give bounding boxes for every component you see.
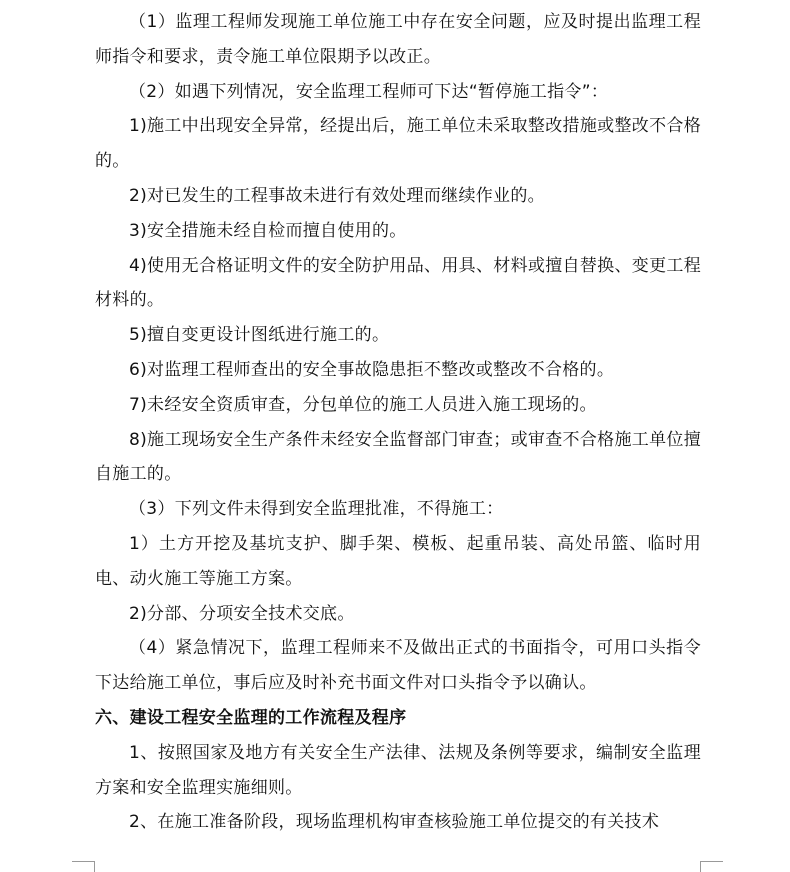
section-paragraph-2: 2、在施工准备阶段，现场监理机构审查核验施工单位提交的有关技术	[129, 812, 660, 833]
crop-mark-right	[700, 861, 723, 872]
paragraph-item-5: 3)安全措施未经自检而擅自使用的。	[129, 220, 407, 241]
paragraph-item-12: 1）土方开挖及基坑支护、脚手架、模板、起重吊装、高处吊篮、临时用电、动火施工等施工方案。	[95, 533, 701, 589]
paragraph-item-13: 2)分部、分项安全技术交底。	[129, 603, 355, 624]
section-paragraph-1: 1、按照国家及地方有关安全生产法律、法规及条例等要求，编制安全监理方案和安全监理实施细则。	[95, 742, 701, 798]
paragraph-item-7: 5)擅自变更设计图纸进行施工的。	[129, 325, 390, 346]
paragraph-item-4: 2)对已发生的工程事故未进行有效处理而继续作业的。	[129, 185, 545, 206]
paragraph-item-10: 8)施工现场安全生产条件未经安全监督部门审查；或审查不合格施工单位擅自施工的。	[95, 429, 701, 485]
paragraph-item-14: （4）紧急情况下，监理工程师来不及做出正式的书面指令，可用口头指令下达给施工单位，事后应及时补充书面文件对口头指令予以确认。	[95, 638, 701, 694]
document-body	[95, 5, 701, 840]
paragraph-item-9: 7)未经安全资质审查，分包单位的施工人员进入施工现场的。	[129, 394, 597, 415]
paragraph-item-3: 1)施工中出现安全异常，经提出后，施工单位未采取整改措施或整改不合格的。	[95, 116, 701, 172]
paragraph-item-2: （2）如遇下列情况，安全监理工程师可下达“暂停施工指令”：	[129, 81, 609, 102]
paragraph-item-6: 4)使用无合格证明文件的安全防护用品、用具、材料或擅自替换、变更工程材料的。	[95, 255, 701, 311]
section-heading: 六、建设工程安全监理的工作流程及程序	[95, 707, 407, 728]
paragraph-item-8: 6)对监理工程师查出的安全事故隐患拒不整改或整改不合格的。	[129, 359, 615, 380]
paragraph-item-1: （1）监理工程师发现施工单位施工中存在安全问题，应及时提出监理工程师指令和要求，责令施工单位限期予以改正。	[95, 12, 701, 67]
paragraph-item-11: （3）下列文件未得到安全监理批准，不得施工：	[129, 499, 504, 520]
crop-mark-left	[72, 861, 95, 872]
